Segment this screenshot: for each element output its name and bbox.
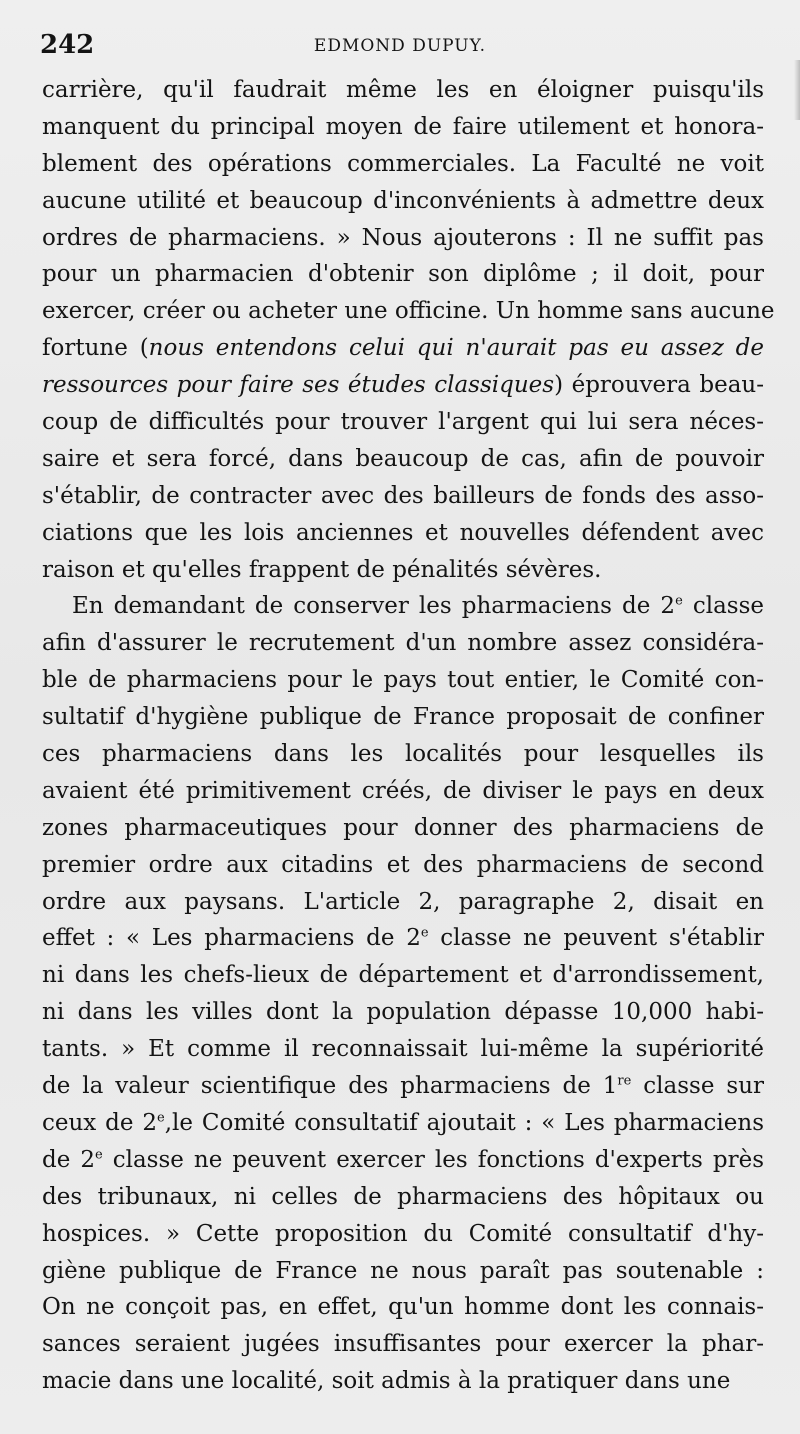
text-line	[42, 920, 764, 957]
text-line: exercer, créer ou acheter une officine. Un homme sans aucune	[42, 298, 775, 325]
text-line: des tribunaux, ni celles de pharmaciens des hôpitaux ou	[42, 1183, 764, 1210]
text-line: ble de pharmaciens pour le pays tout entier, le Comité con-	[42, 667, 764, 694]
italic-text: ressources pour faire ses études classiques	[42, 372, 555, 399]
text-segment: effet : « Les pharmaciens de 2	[42, 925, 421, 952]
text-line: ni dans les villes dont la population dépasse 10,000 habi-	[42, 999, 764, 1026]
page-edge-shadow	[794, 60, 800, 120]
text-line: aucune utilité et beaucoup d'inconvénients à admettre deux	[42, 187, 764, 214]
text-line: ordre aux paysans. L'article 2, paragraphe 2, disait en	[42, 888, 764, 915]
text-line: On ne conçoit pas, en effet, qu'un homme dont les connais-	[42, 1294, 764, 1321]
text-line	[42, 588, 764, 625]
text-line: pour un pharmacien d'obtenir son diplôme ; il doit, pour	[42, 261, 764, 288]
text-line: hospices. » Cette proposition du Comité consultatif d'hy-	[42, 1220, 764, 1247]
text-line: s'établir, de contracter avec des bailleurs de fonds des asso-	[42, 482, 764, 509]
text-line: blement des opérations commerciales. La Faculté ne voit	[42, 150, 764, 177]
text-line: ces pharmaciens dans les localités pour lesquelles ils	[42, 741, 764, 768]
text-segment: classe ne peuvent s'établir	[428, 925, 764, 952]
text-line	[42, 1068, 764, 1105]
ordinal-superscript: e	[675, 593, 683, 609]
text-line: tants. » Et comme il reconnaissait lui-même la supériorité	[42, 1036, 764, 1063]
text-line: raison et qu'elles frappent de pénalités sévères.	[42, 556, 602, 583]
text-line: ni dans les chefs-lieux de département et d'arrondissement,	[42, 962, 764, 989]
text-line: coup de difficultés pour trouver l'argent qui lui sera néces-	[42, 409, 764, 436]
text-segment: ,le Comité consultatif ajoutait : « Les pharmaciens	[164, 1109, 765, 1136]
text-segment: fortune (	[42, 335, 149, 362]
text-line: afin d'assurer le recrutement d'un nombre assez considéra-	[42, 630, 764, 657]
text-line: ordres de pharmaciens. » Nous ajouterons : Il ne suffit pas	[42, 224, 764, 251]
ordinal-superscript: e	[157, 1110, 165, 1126]
text-segment: classe	[682, 593, 764, 620]
text-line: saire et sera forcé, dans beaucoup de cas, afin de pouvoir	[42, 445, 764, 472]
text-line: avaient été primitivement créés, de diviser le pays en deux	[42, 777, 764, 804]
text-line: sultatif d'hygiène publique de France proposait de confiner	[42, 704, 764, 731]
page-number: 242	[40, 30, 95, 60]
ordinal-superscript: e	[95, 1147, 103, 1163]
text-segment: de 2	[42, 1146, 95, 1173]
text-line: manquent du principal moyen de faire utilement et honora-	[42, 113, 764, 140]
body-text	[42, 72, 775, 1400]
text-line: sances seraient jugées insuffisantes pour exercer la phar-	[42, 1331, 764, 1358]
text-segment: En demandant de conserver les pharmaciens de 2	[72, 593, 676, 620]
ordinal-superscript: e	[420, 925, 429, 941]
text-segment: classe sur	[631, 1073, 764, 1100]
text-line	[42, 1105, 764, 1142]
text-line	[42, 367, 764, 404]
text-line: carrière, qu'il faudrait même les en éloigner puisqu'ils	[42, 77, 764, 103]
text-line: premier ordre aux citadins et des pharmaciens de second	[42, 851, 764, 878]
text-line: zones pharmaceutiques pour donner des pharmaciens de	[42, 814, 764, 841]
text-line	[42, 330, 764, 367]
text-segment: ) éprouvera beau-	[554, 372, 765, 399]
running-header-title: EDMOND DUPUY.	[313, 36, 487, 56]
italic-text: nous entendons celui qui n'aurait pas eu assez de	[148, 335, 764, 362]
text-line: macie dans une localité, soit admis à la pratiquer dans une	[42, 1368, 731, 1395]
running-header	[40, 30, 760, 64]
text-line: ciations que les lois anciennes et nouvelles défendent avec	[42, 519, 764, 546]
text-segment: ceux de 2	[42, 1109, 158, 1136]
text-segment: classe ne peuvent exercer les fonctions d'experts près	[102, 1146, 764, 1173]
text-line: giène publique de France ne nous paraît pas soutenable :	[42, 1257, 764, 1284]
ordinal-superscript: re	[617, 1073, 632, 1089]
text-segment: de la valeur scientifique des pharmaciens de 1	[42, 1073, 618, 1100]
text-line	[42, 1142, 764, 1179]
